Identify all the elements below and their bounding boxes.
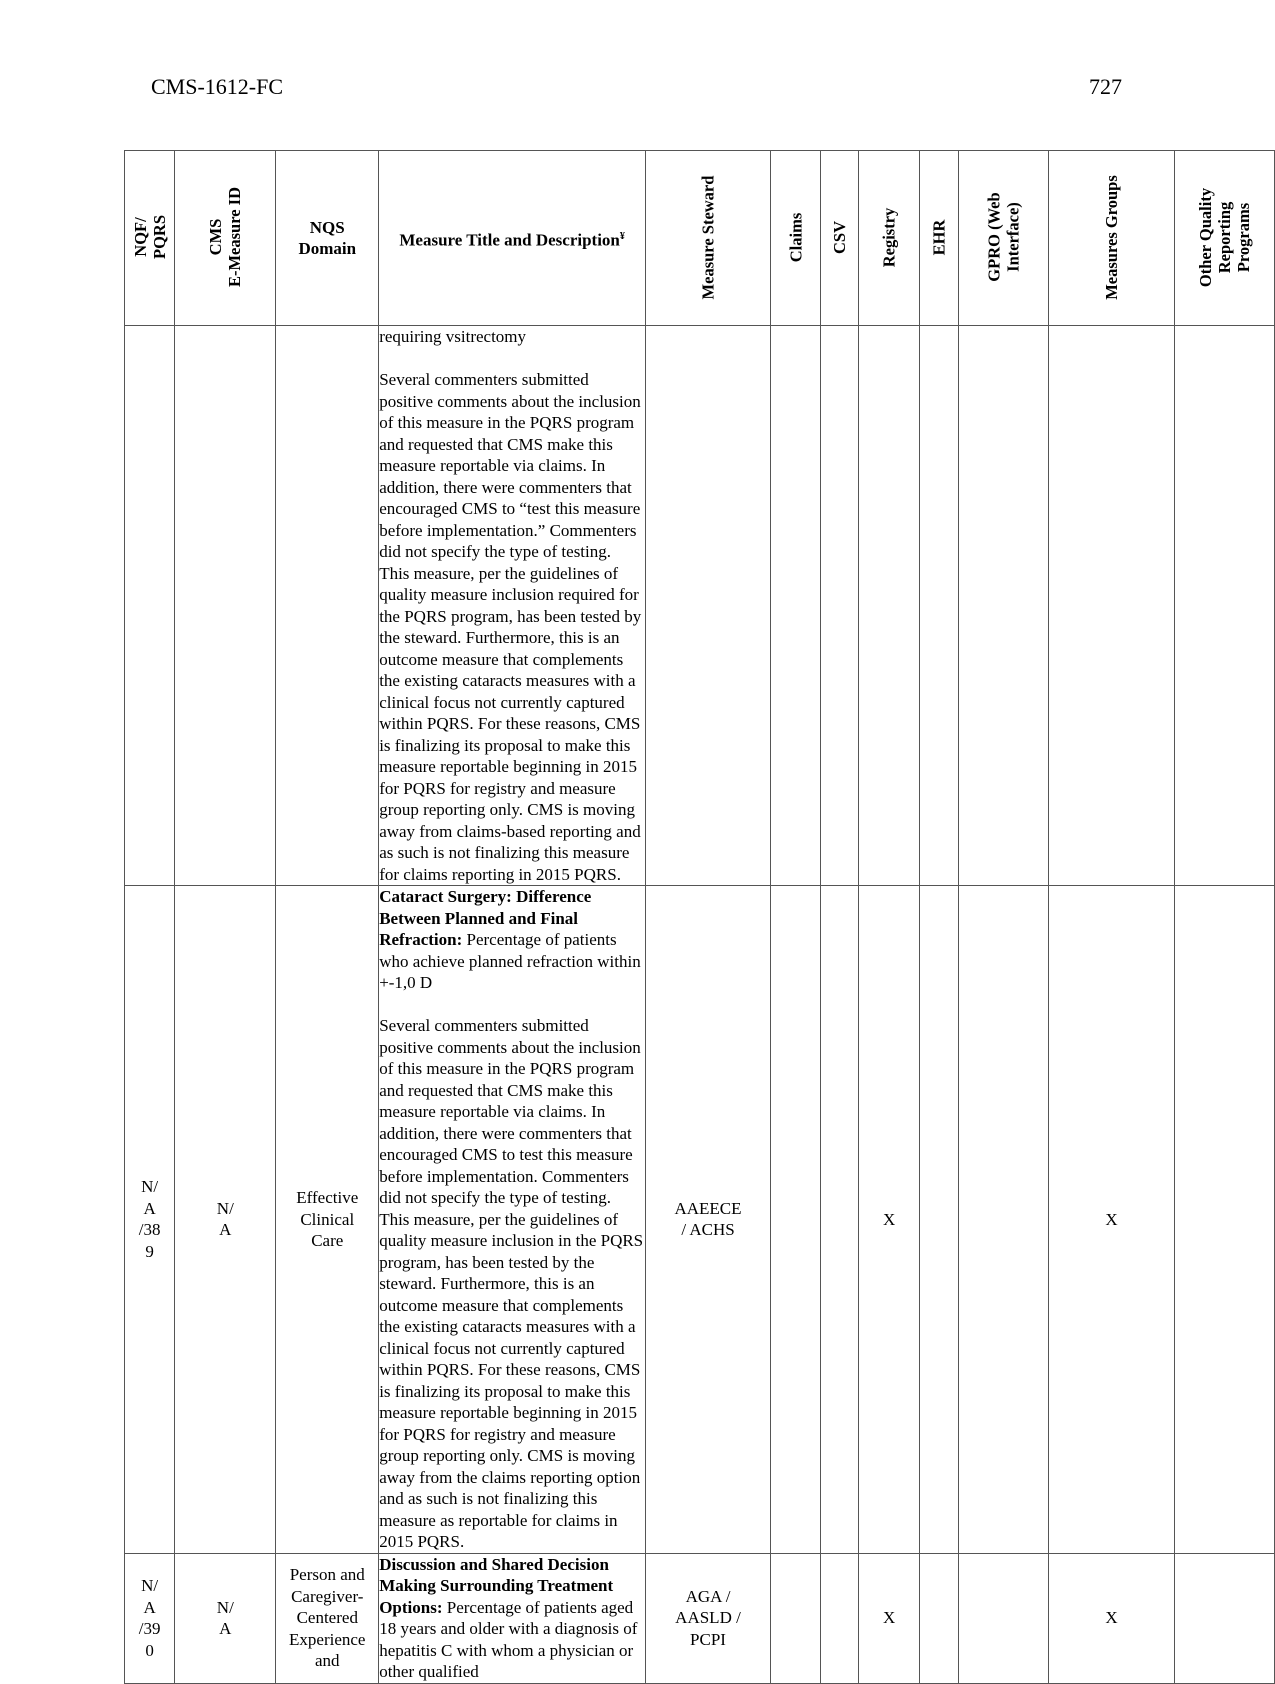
cell-description <box>379 326 646 886</box>
cell-measures-groups: X <box>1049 886 1175 1554</box>
measure-summary: Percentage of patients aged 18 years and older with a diagnosis of hepatitis C with whom a physician or other qualified <box>379 1597 638 1681</box>
table-row <box>125 326 1275 886</box>
page-number: 727 <box>1089 74 1122 99</box>
cell-registry <box>859 326 920 886</box>
header-row <box>125 151 1275 326</box>
cell-claims <box>770 1553 821 1683</box>
cell-nqf: N/ A /39 0 <box>125 1553 175 1683</box>
cell-csv <box>821 886 859 1554</box>
cell-registry: X <box>859 886 920 1554</box>
cell-description <box>379 1553 646 1683</box>
measure-summary: Percentage of patients who achieve planned refraction within +-1,0 D <box>379 930 641 992</box>
col-header-measure-steward: Measure Steward <box>646 151 771 326</box>
cell-other-programs <box>1174 886 1274 1554</box>
col-header-claims: Claims <box>770 151 821 326</box>
cell-steward <box>646 326 771 886</box>
cell-ehr <box>919 886 958 1554</box>
description-text: Several commenters submitted positive comments about the inclusion of this measure in the PQRS program and requested that CMS make this measure reportable via claims. In addition, there were commenters that encouraged CMS to “test this measure before implementation.” Commenters did not specify the type of testing. This measure, per the guidelines of quality measure inclusion required for the PQRS program, has been tested by the steward. Furthermore, this is an outcome measure that complements the existing cataracts measures with a clinical focus not currently captured within PQRS. For these reasons, CMS is finalizing its proposal to make this measure reportable beginning in 2015 for PQRS for registry and measure group reporting only. CMS is moving away from claims-based reporting and as such is not finalizing this measure for claims reporting in 2015 PQRS. <box>379 370 642 884</box>
measure-title: Discussion and Shared Decision Making Surrounding Treatment Options: <box>379 1554 614 1617</box>
cell-claims <box>770 886 821 1554</box>
col-header-other-programs: Other Quality Reporting Programs <box>1174 151 1274 326</box>
col-header-nqs-domain: NQS Domain <box>276 151 379 326</box>
cell-description <box>379 886 646 1554</box>
col-header-gpro: GPRO (Web Interface) <box>958 151 1048 326</box>
table-row <box>125 886 1275 1554</box>
cell-registry: X <box>859 1553 920 1683</box>
col-header-registry: Registry <box>859 151 920 326</box>
col-header-measure-title: Measure Title and Description¥ <box>379 151 646 326</box>
cell-claims <box>770 326 821 886</box>
cell-measures-groups <box>1049 326 1175 886</box>
cell-ehr <box>919 1553 958 1683</box>
cell-nqf <box>125 326 175 886</box>
col-header-cms-id: CMS E-Measure ID <box>175 151 276 326</box>
cell-cms-id: N/ A <box>175 886 276 1554</box>
col-header-nqf: NQF/ PQRS <box>125 151 175 326</box>
col-header-measures-groups: Measures Groups <box>1049 151 1175 326</box>
cell-other-programs <box>1174 326 1274 886</box>
cell-cms-id <box>175 326 276 886</box>
cell-cms-id: N/ A <box>175 1553 276 1683</box>
cell-domain <box>276 326 379 886</box>
cell-domain: Person and Caregiver- Centered Experience and <box>276 1553 379 1683</box>
cell-steward: AAEECE / ACHS <box>646 886 771 1554</box>
description-text: requiring vsitrectomy <box>379 327 527 346</box>
cell-other-programs <box>1174 1553 1274 1683</box>
table-row <box>125 1553 1275 1683</box>
cell-nqf: N/ A /38 9 <box>125 886 175 1554</box>
cell-csv <box>821 326 859 886</box>
measure-title: Cataract Surgery: Difference Between Planned and Final Refraction: <box>379 887 592 949</box>
cell-ehr <box>919 326 958 886</box>
cell-gpro <box>958 886 1048 1554</box>
cell-measures-groups: X <box>1049 1553 1175 1683</box>
col-header-csv: CSV <box>821 151 859 326</box>
col-header-ehr: EHR <box>919 151 958 326</box>
cell-gpro <box>958 1553 1048 1683</box>
cell-domain: Effective Clinical Care <box>276 886 379 1554</box>
cell-csv <box>821 1553 859 1683</box>
cell-gpro <box>958 326 1048 886</box>
description-text: Several commenters submitted positive comments about the inclusion of this measure in the PQRS program and requested that CMS make this measure reportable via claims. In addition, there were commenters that encouraged CMS to test this measure before implementation. Commenters did not specify the type of testing. This measure, per the guidelines of quality measure inclusion in the PQRS program, has been tested by the steward. Furthermore, this is an outcome measure that complements the existing cataracts measures with a clinical focus not currently captured within PQRS. For these reasons, CMS is finalizing its proposal to make this measure reportable beginning in 2015 for PQRS for registry and measure group reporting only. CMS is moving away from the claims reporting option and as such is not finalizing this measure as reportable for claims in 2015 PQRS. <box>379 1016 644 1551</box>
measures-table <box>124 150 1275 1684</box>
document-id: CMS-1612-FC <box>151 74 284 99</box>
cell-steward: AGA / AASLD / PCPI <box>646 1553 771 1683</box>
